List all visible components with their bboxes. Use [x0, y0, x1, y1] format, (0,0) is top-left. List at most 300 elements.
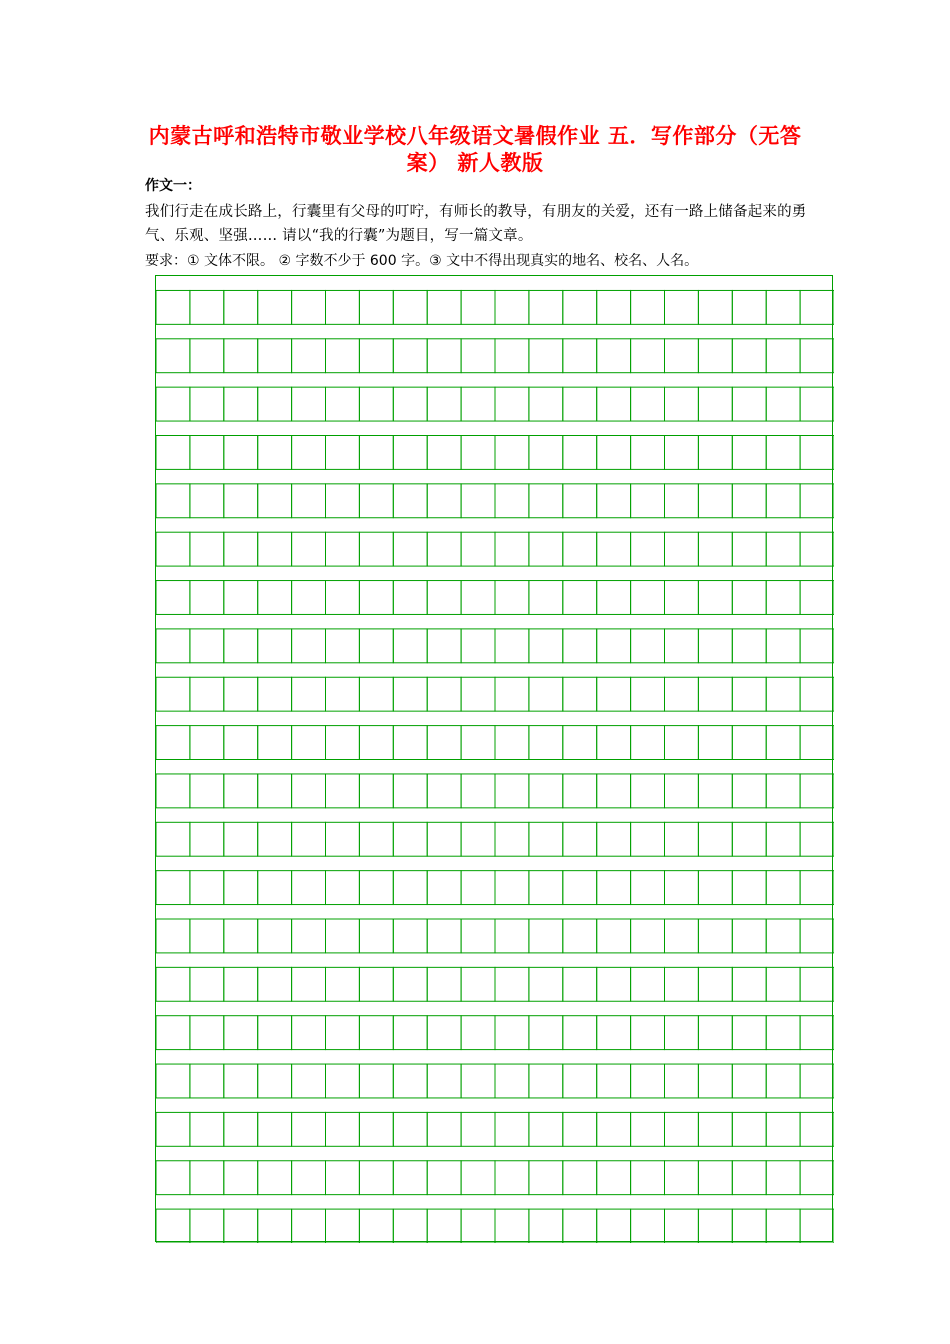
grid-cell[interactable] [258, 1112, 292, 1146]
grid-cell[interactable] [665, 484, 699, 518]
grid-cell[interactable] [732, 1209, 766, 1243]
grid-cell[interactable] [258, 967, 292, 1001]
grid-cell[interactable] [597, 339, 631, 373]
grid-cell[interactable] [495, 919, 529, 953]
grid-row[interactable] [156, 1161, 834, 1195]
grid-cell[interactable] [461, 339, 495, 373]
grid-cell[interactable] [597, 1209, 631, 1243]
grid-cell[interactable] [563, 919, 597, 953]
grid-cell[interactable] [461, 871, 495, 905]
grid-cell[interactable] [326, 581, 360, 615]
grid-cell[interactable] [427, 1112, 461, 1146]
grid-cell[interactable] [563, 677, 597, 711]
grid-cell[interactable] [224, 871, 258, 905]
grid-cell[interactable] [326, 339, 360, 373]
grid-cell[interactable] [190, 484, 224, 518]
grid-cell[interactable] [393, 436, 427, 470]
grid-cell[interactable] [698, 484, 732, 518]
grid-cell[interactable] [529, 677, 563, 711]
grid-cell[interactable] [766, 581, 800, 615]
grid-cell[interactable] [529, 387, 563, 421]
grid-cell[interactable] [258, 339, 292, 373]
grid-cell[interactable] [495, 1209, 529, 1243]
grid-cell[interactable] [461, 581, 495, 615]
grid-cell[interactable] [224, 1064, 258, 1098]
grid-cell[interactable] [800, 677, 834, 711]
grid-cell[interactable] [766, 1016, 800, 1050]
grid-cell[interactable] [732, 581, 766, 615]
grid-cell[interactable] [631, 1209, 665, 1243]
grid-cell[interactable] [156, 967, 190, 1001]
grid-cell[interactable] [800, 1112, 834, 1146]
grid-cell[interactable] [665, 1161, 699, 1195]
grid-cell[interactable] [258, 1209, 292, 1243]
grid-cell[interactable] [732, 726, 766, 760]
grid-cell[interactable] [393, 1209, 427, 1243]
grid-cell[interactable] [427, 339, 461, 373]
grid-cell[interactable] [732, 387, 766, 421]
grid-cell[interactable] [495, 726, 529, 760]
grid-row[interactable] [156, 919, 834, 953]
grid-cell[interactable] [190, 629, 224, 663]
grid-cell[interactable] [427, 1064, 461, 1098]
grid-cell[interactable] [698, 871, 732, 905]
grid-cell[interactable] [732, 532, 766, 566]
grid-cell[interactable] [224, 726, 258, 760]
grid-cell[interactable] [292, 1161, 326, 1195]
grid-cell[interactable] [597, 677, 631, 711]
grid-cell[interactable] [766, 919, 800, 953]
grid-row[interactable] [156, 387, 834, 421]
grid-cell[interactable] [766, 436, 800, 470]
grid-cell[interactable] [393, 290, 427, 324]
grid-cell[interactable] [665, 1209, 699, 1243]
grid-cell[interactable] [359, 1016, 393, 1050]
grid-cell[interactable] [766, 1209, 800, 1243]
grid-cell[interactable] [190, 1112, 224, 1146]
grid-cell[interactable] [732, 1112, 766, 1146]
grid-cell[interactable] [326, 532, 360, 566]
grid-cell[interactable] [495, 774, 529, 808]
grid-cell[interactable] [190, 822, 224, 856]
grid-cell[interactable] [156, 387, 190, 421]
grid-cell[interactable] [800, 1209, 834, 1243]
grid-cell[interactable] [800, 484, 834, 518]
grid-cell[interactable] [359, 290, 393, 324]
grid-cell[interactable] [631, 629, 665, 663]
grid-cell[interactable] [698, 726, 732, 760]
grid-cell[interactable] [800, 1016, 834, 1050]
grid-cell[interactable] [766, 339, 800, 373]
grid-cell[interactable] [800, 774, 834, 808]
grid-cell[interactable] [597, 581, 631, 615]
grid-cell[interactable] [292, 532, 326, 566]
grid-cell[interactable] [800, 822, 834, 856]
grid-cell[interactable] [224, 822, 258, 856]
grid-cell[interactable] [359, 967, 393, 1001]
grid-cell[interactable] [665, 1112, 699, 1146]
grid-cell[interactable] [427, 1016, 461, 1050]
grid-cell[interactable] [359, 629, 393, 663]
grid-cell[interactable] [495, 581, 529, 615]
grid-cell[interactable] [258, 387, 292, 421]
grid-cell[interactable] [631, 822, 665, 856]
grid-cell[interactable] [698, 1064, 732, 1098]
grid-cell[interactable] [800, 290, 834, 324]
grid-cell[interactable] [597, 1161, 631, 1195]
grid-row[interactable] [156, 484, 834, 518]
grid-cell[interactable] [563, 1112, 597, 1146]
grid-cell[interactable] [427, 629, 461, 663]
grid-cell[interactable] [156, 1064, 190, 1098]
grid-cell[interactable] [292, 387, 326, 421]
grid-cell[interactable] [326, 919, 360, 953]
grid-cell[interactable] [495, 967, 529, 1001]
grid-cell[interactable] [732, 774, 766, 808]
grid-cell[interactable] [597, 726, 631, 760]
grid-cell[interactable] [461, 1064, 495, 1098]
grid-cell[interactable] [766, 484, 800, 518]
grid-cell[interactable] [665, 774, 699, 808]
grid-cell[interactable] [258, 1016, 292, 1050]
grid-cell[interactable] [292, 1064, 326, 1098]
grid-cell[interactable] [427, 726, 461, 760]
grid-cell[interactable] [495, 1112, 529, 1146]
grid-cell[interactable] [224, 967, 258, 1001]
grid-cell[interactable] [732, 822, 766, 856]
grid-cell[interactable] [529, 919, 563, 953]
grid-cell[interactable] [359, 1064, 393, 1098]
grid-row[interactable] [156, 1064, 834, 1098]
grid-cell[interactable] [258, 436, 292, 470]
grid-cell[interactable] [732, 871, 766, 905]
grid-cell[interactable] [732, 677, 766, 711]
grid-cell[interactable] [766, 822, 800, 856]
grid-cell[interactable] [800, 919, 834, 953]
grid-cell[interactable] [224, 774, 258, 808]
grid-cell[interactable] [292, 1112, 326, 1146]
grid-cell[interactable] [766, 967, 800, 1001]
grid-cell[interactable] [258, 581, 292, 615]
grid-cell[interactable] [258, 290, 292, 324]
grid-cell[interactable] [224, 1112, 258, 1146]
grid-cell[interactable] [461, 822, 495, 856]
grid-cell[interactable] [698, 436, 732, 470]
grid-cell[interactable] [631, 387, 665, 421]
grid-cell[interactable] [631, 290, 665, 324]
grid-cell[interactable] [461, 1016, 495, 1050]
grid-cell[interactable] [292, 726, 326, 760]
grid-cell[interactable] [224, 919, 258, 953]
grid-cell[interactable] [190, 871, 224, 905]
grid-cell[interactable] [631, 919, 665, 953]
grid-cell[interactable] [224, 1016, 258, 1050]
grid-cell[interactable] [495, 1064, 529, 1098]
grid-cell[interactable] [427, 484, 461, 518]
grid-cell[interactable] [393, 581, 427, 615]
grid-cell[interactable] [597, 484, 631, 518]
grid-cell[interactable] [529, 629, 563, 663]
grid-cell[interactable] [631, 1016, 665, 1050]
grid-cell[interactable] [495, 677, 529, 711]
grid-cell[interactable] [732, 967, 766, 1001]
grid-cell[interactable] [698, 774, 732, 808]
grid-cell[interactable] [292, 339, 326, 373]
grid-cell[interactable] [529, 1161, 563, 1195]
grid-cell[interactable] [766, 629, 800, 663]
grid-cell[interactable] [665, 677, 699, 711]
grid-cell[interactable] [190, 774, 224, 808]
grid-cell[interactable] [359, 677, 393, 711]
grid-cell[interactable] [258, 1064, 292, 1098]
grid-cell[interactable] [698, 290, 732, 324]
grid-cell[interactable] [597, 871, 631, 905]
grid-cell[interactable] [461, 387, 495, 421]
grid-cell[interactable] [698, 1161, 732, 1195]
grid-cell[interactable] [393, 726, 427, 760]
grid-cell[interactable] [258, 919, 292, 953]
grid-cell[interactable] [631, 1161, 665, 1195]
grid-cell[interactable] [766, 1161, 800, 1195]
grid-cell[interactable] [427, 919, 461, 953]
writing-grid[interactable] [156, 276, 834, 1243]
grid-cell[interactable] [698, 339, 732, 373]
grid-cell[interactable] [698, 629, 732, 663]
grid-cell[interactable] [156, 919, 190, 953]
grid-cell[interactable] [427, 871, 461, 905]
grid-cell[interactable] [326, 1112, 360, 1146]
grid-cell[interactable] [563, 629, 597, 663]
grid-cell[interactable] [766, 774, 800, 808]
grid-cell[interactable] [495, 629, 529, 663]
grid-cell[interactable] [766, 387, 800, 421]
grid-cell[interactable] [631, 967, 665, 1001]
grid-cell[interactable] [597, 967, 631, 1001]
grid-cell[interactable] [156, 1016, 190, 1050]
grid-cell[interactable] [495, 871, 529, 905]
grid-cell[interactable] [597, 290, 631, 324]
grid-cell[interactable] [427, 822, 461, 856]
grid-cell[interactable] [800, 387, 834, 421]
grid-cell[interactable] [766, 532, 800, 566]
grid-cell[interactable] [766, 726, 800, 760]
grid-cell[interactable] [292, 1016, 326, 1050]
grid-row[interactable] [156, 1016, 834, 1050]
grid-cell[interactable] [665, 822, 699, 856]
grid-cell[interactable] [766, 1064, 800, 1098]
grid-cell[interactable] [800, 532, 834, 566]
grid-cell[interactable] [563, 532, 597, 566]
grid-cell[interactable] [495, 1161, 529, 1195]
grid-cell[interactable] [258, 1161, 292, 1195]
grid-cell[interactable] [326, 1209, 360, 1243]
grid-cell[interactable] [563, 484, 597, 518]
grid-cell[interactable] [563, 1209, 597, 1243]
grid-cell[interactable] [190, 581, 224, 615]
grid-cell[interactable] [292, 629, 326, 663]
grid-cell[interactable] [224, 1161, 258, 1195]
grid-cell[interactable] [359, 1112, 393, 1146]
grid-cell[interactable] [563, 290, 597, 324]
grid-cell[interactable] [326, 484, 360, 518]
grid-cell[interactable] [292, 822, 326, 856]
grid-cell[interactable] [698, 967, 732, 1001]
grid-cell[interactable] [529, 774, 563, 808]
grid-cell[interactable] [156, 629, 190, 663]
grid-cell[interactable] [224, 339, 258, 373]
grid-cell[interactable] [631, 871, 665, 905]
grid-cell[interactable] [190, 1016, 224, 1050]
grid-row[interactable] [156, 532, 834, 566]
grid-cell[interactable] [292, 436, 326, 470]
grid-cell[interactable] [631, 677, 665, 711]
grid-cell[interactable] [427, 1209, 461, 1243]
grid-cell[interactable] [665, 871, 699, 905]
grid-cell[interactable] [461, 774, 495, 808]
grid-cell[interactable] [326, 1016, 360, 1050]
grid-cell[interactable] [563, 387, 597, 421]
grid-cell[interactable] [427, 387, 461, 421]
grid-cell[interactable] [393, 387, 427, 421]
grid-cell[interactable] [393, 629, 427, 663]
grid-cell[interactable] [292, 774, 326, 808]
grid-cell[interactable] [359, 726, 393, 760]
grid-cell[interactable] [631, 774, 665, 808]
grid-cell[interactable] [224, 290, 258, 324]
grid-cell[interactable] [529, 1064, 563, 1098]
grid-cell[interactable] [427, 677, 461, 711]
grid-cell[interactable] [698, 581, 732, 615]
grid-cell[interactable] [529, 871, 563, 905]
grid-cell[interactable] [529, 726, 563, 760]
grid-cell[interactable] [529, 581, 563, 615]
grid-cell[interactable] [461, 1209, 495, 1243]
grid-cell[interactable] [359, 1161, 393, 1195]
grid-cell[interactable] [800, 726, 834, 760]
grid-cell[interactable] [326, 1161, 360, 1195]
grid-cell[interactable] [190, 677, 224, 711]
grid-row[interactable] [156, 967, 834, 1001]
grid-cell[interactable] [359, 774, 393, 808]
grid-cell[interactable] [359, 436, 393, 470]
grid-cell[interactable] [427, 1161, 461, 1195]
grid-cell[interactable] [156, 1112, 190, 1146]
grid-cell[interactable] [393, 1161, 427, 1195]
grid-cell[interactable] [393, 677, 427, 711]
grid-cell[interactable] [732, 1161, 766, 1195]
grid-cell[interactable] [461, 677, 495, 711]
grid-cell[interactable] [800, 1064, 834, 1098]
grid-cell[interactable] [258, 726, 292, 760]
grid-cell[interactable] [190, 726, 224, 760]
grid-cell[interactable] [665, 629, 699, 663]
grid-cell[interactable] [427, 774, 461, 808]
grid-cell[interactable] [597, 1112, 631, 1146]
grid-cell[interactable] [393, 1112, 427, 1146]
grid-cell[interactable] [597, 774, 631, 808]
grid-cell[interactable] [563, 436, 597, 470]
grid-cell[interactable] [224, 1209, 258, 1243]
grid-cell[interactable] [326, 677, 360, 711]
grid-cell[interactable] [326, 387, 360, 421]
grid-cell[interactable] [190, 387, 224, 421]
grid-cell[interactable] [393, 1064, 427, 1098]
grid-cell[interactable] [292, 484, 326, 518]
grid-cell[interactable] [631, 339, 665, 373]
grid-cell[interactable] [359, 484, 393, 518]
grid-cell[interactable] [258, 532, 292, 566]
grid-cell[interactable] [359, 532, 393, 566]
grid-cell[interactable] [563, 339, 597, 373]
grid-cell[interactable] [190, 1064, 224, 1098]
grid-cell[interactable] [698, 1209, 732, 1243]
grid-cell[interactable] [495, 532, 529, 566]
grid-cell[interactable] [427, 290, 461, 324]
grid-cell[interactable] [156, 290, 190, 324]
grid-cell[interactable] [529, 290, 563, 324]
grid-cell[interactable] [292, 290, 326, 324]
grid-cell[interactable] [800, 629, 834, 663]
grid-cell[interactable] [766, 677, 800, 711]
grid-cell[interactable] [461, 726, 495, 760]
grid-cell[interactable] [224, 484, 258, 518]
grid-cell[interactable] [156, 581, 190, 615]
grid-cell[interactable] [495, 1016, 529, 1050]
grid-cell[interactable] [800, 581, 834, 615]
grid-cell[interactable] [461, 1112, 495, 1146]
grid-cell[interactable] [495, 822, 529, 856]
grid-cell[interactable] [698, 532, 732, 566]
grid-cell[interactable] [732, 484, 766, 518]
grid-row[interactable] [156, 581, 834, 615]
grid-row[interactable] [156, 677, 834, 711]
grid-cell[interactable] [461, 629, 495, 663]
grid-cell[interactable] [461, 919, 495, 953]
grid-cell[interactable] [393, 774, 427, 808]
grid-cell[interactable] [156, 339, 190, 373]
grid-cell[interactable] [359, 1209, 393, 1243]
grid-cell[interactable] [258, 871, 292, 905]
grid-cell[interactable] [665, 436, 699, 470]
grid-cell[interactable] [732, 629, 766, 663]
grid-cell[interactable] [359, 581, 393, 615]
grid-cell[interactable] [597, 532, 631, 566]
grid-cell[interactable] [665, 581, 699, 615]
grid-cell[interactable] [597, 629, 631, 663]
grid-cell[interactable] [359, 822, 393, 856]
grid-cell[interactable] [461, 967, 495, 1001]
grid-cell[interactable] [359, 387, 393, 421]
grid-cell[interactable] [427, 967, 461, 1001]
grid-cell[interactable] [326, 290, 360, 324]
grid-cell[interactable] [359, 919, 393, 953]
grid-cell[interactable] [529, 484, 563, 518]
grid-row[interactable] [156, 726, 834, 760]
grid-cell[interactable] [495, 436, 529, 470]
grid-cell[interactable] [597, 822, 631, 856]
grid-cell[interactable] [631, 726, 665, 760]
grid-cell[interactable] [529, 967, 563, 1001]
grid-cell[interactable] [427, 532, 461, 566]
grid-cell[interactable] [461, 532, 495, 566]
grid-cell[interactable] [427, 581, 461, 615]
grid-cell[interactable] [156, 436, 190, 470]
grid-cell[interactable] [529, 532, 563, 566]
grid-cell[interactable] [563, 967, 597, 1001]
grid-cell[interactable] [393, 919, 427, 953]
grid-cell[interactable] [258, 629, 292, 663]
grid-cell[interactable] [258, 484, 292, 518]
